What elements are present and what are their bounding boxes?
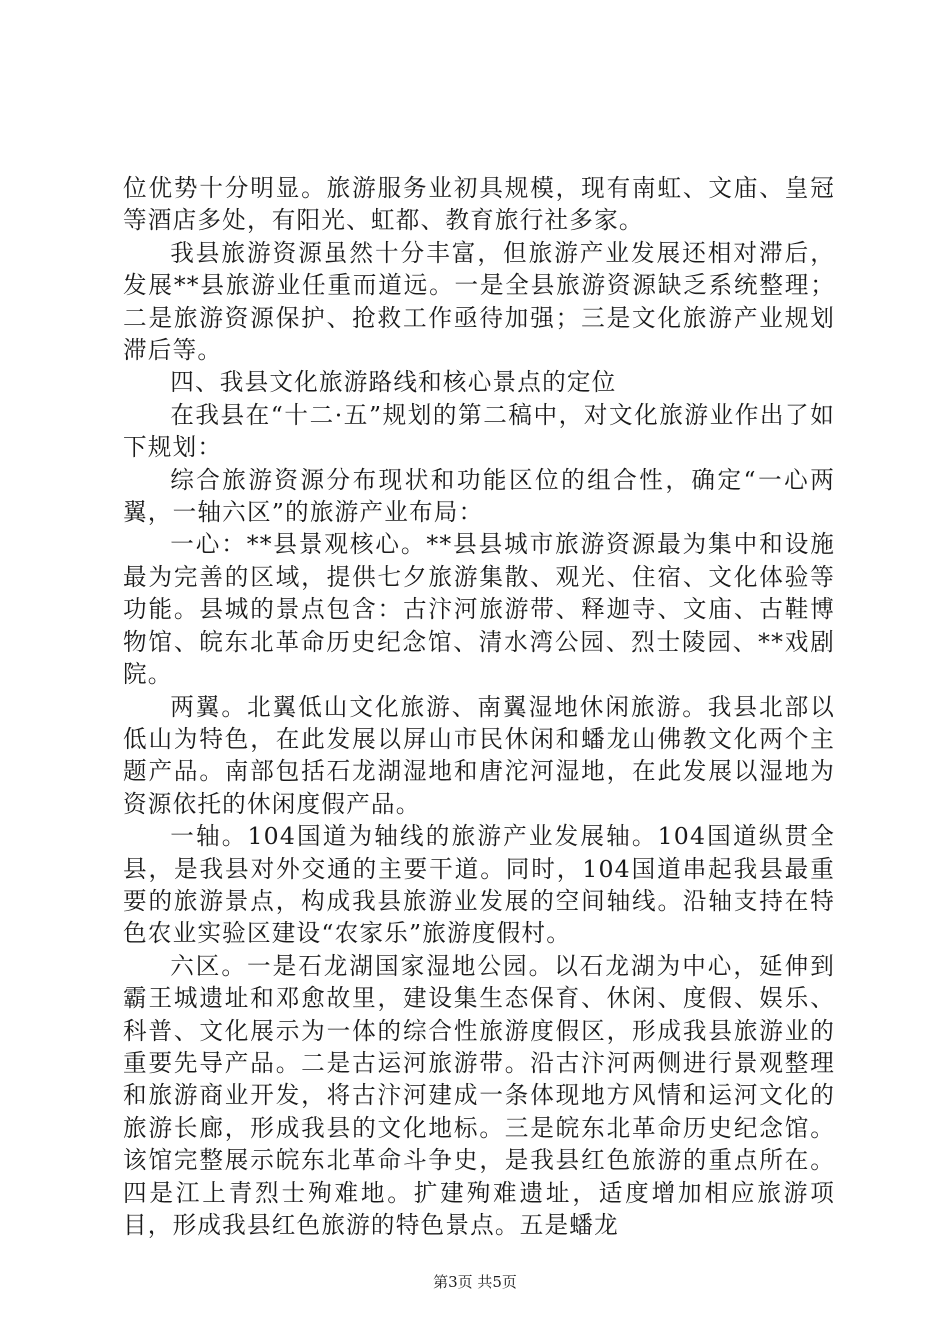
paragraph-one-core: 一心：**县景观核心。**县县城市旅游资源最为集中和设施最为完善的区域，提供七夕旅游集散、观光、住宿、文化体验等功能。县城的景点包含：古汴河旅游带、释迦寺、文庙、古鞋博物馆、皖东北革命历史纪念馆、清水湾公园、烈士陵园、**戏剧院。 <box>123 530 835 689</box>
paragraph-two-wings: 两翼。北翼低山文化旅游、南翼湿地休闲旅游。我县北部以低山为特色，在此发展以屏山市民休闲和蟠龙山佛教文化两个主题产品。南部包括石龙湖湿地和唐沱河湿地，在此发展以湿地为资源依托的休闲度假产品。 <box>123 692 835 818</box>
paragraph-tourism-status: 我县旅游资源虽然十分丰富，但旅游产业发展还相对滞后，发展**县旅游业任重而道远。一是全县旅游资源缺乏系统整理；二是旅游资源保护、抢救工作亟待加强；三是文化旅游产业规划滞后等。 <box>123 238 835 365</box>
paragraph-layout: 综合旅游资源分布现状和功能区位的组合性，确定“一心两翼，一轴六区”的旅游产业布局： <box>123 465 835 527</box>
paragraph-continuation: 位优势十分明显。旅游服务业初具规模，现有南虹、文庙、皇冠等酒店多处，有阳光、虹都、教育旅行社多家。 <box>123 174 835 235</box>
paragraph-one-axis: 一轴。104国道为轴线的旅游产业发展轴。104国道纵贯全县，是我县对外交通的主要干道。同时，104国道串起我县最重要的旅游景点，构成我县旅游业发展的空间轴线。沿轴支持在特色农业实验区建设“农家乐”旅游度假村。 <box>123 822 835 948</box>
paragraph-plan-intro: 在我县在“十二·五”规划的第二稿中，对文化旅游业作出了如下规划： <box>123 400 835 462</box>
section-heading-four: 四、我县文化旅游路线和核心景点的定位 <box>170 368 617 397</box>
paragraph-six-zones: 六区。一是石龙湖国家湿地公园。以石龙湖为中心，延伸到霸王城遗址和邓愈故里，建设集生态保育、休闲、度假、娱乐、科普、文化展示为一体的综合性旅游度假区，形成我县旅游业的重要先导产品。二是古运河旅游带。沿古汴河两侧进行景观整理和旅游商业开发，将古汴河建成一条体现地方风情和运河文化的旅游长廊，形成我县的文化地标。三是皖东北革命历史纪念馆。该馆完整展示皖东北革命斗争史，是我县红色旅游的重点所在。四是江上青烈士殉难地。扩建殉难遗址，适度增加相应旅游项目，形成我县红色旅游的特色景点。五是蟠龙 <box>123 951 835 1239</box>
document-body <box>123 172 835 1241</box>
page-footer: 第3页 共5页 <box>433 1273 517 1291</box>
